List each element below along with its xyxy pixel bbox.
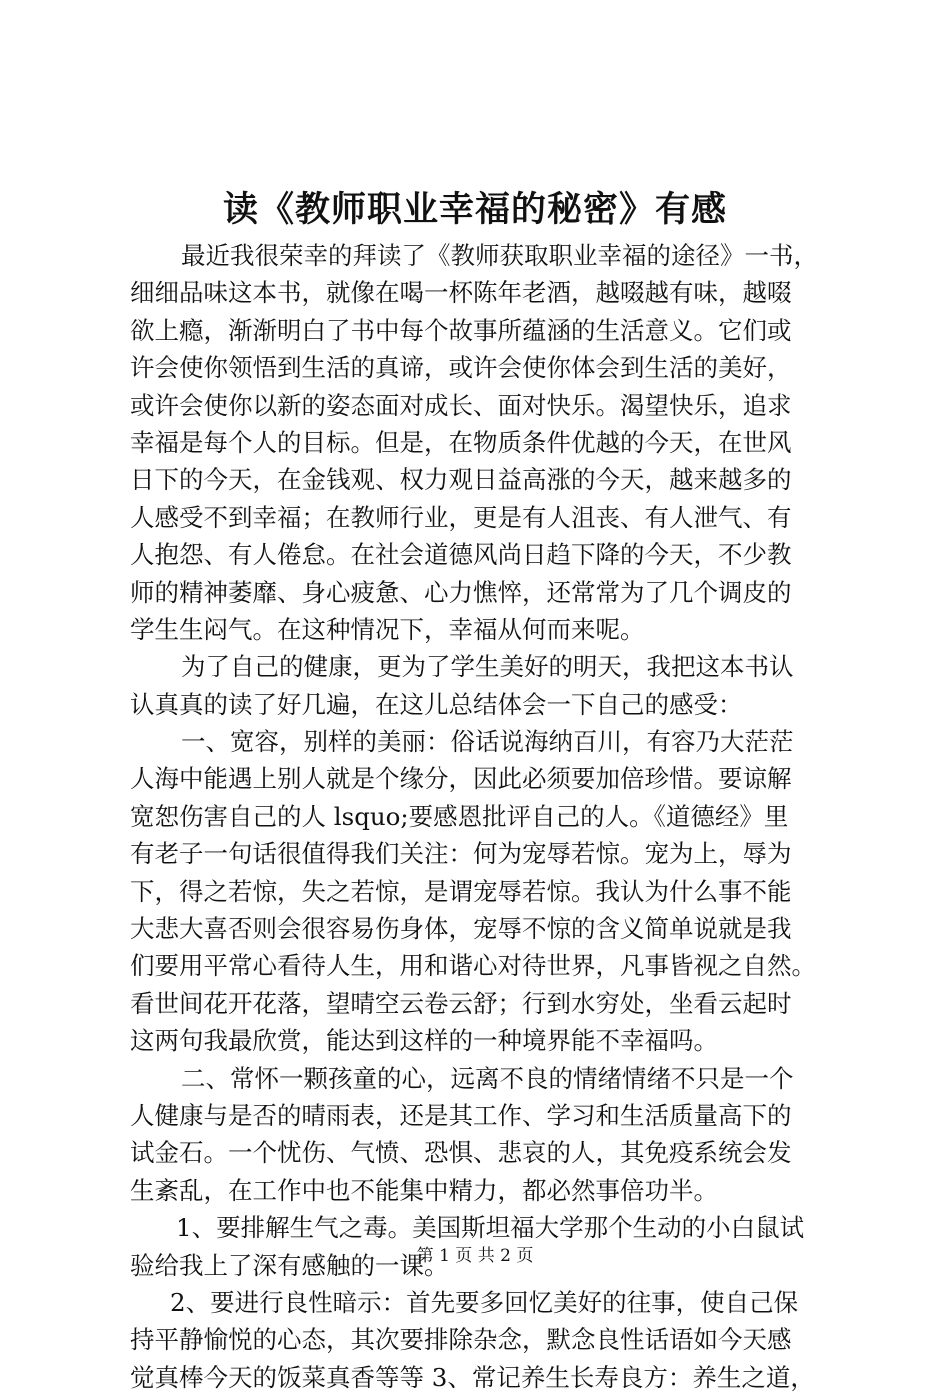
body-line: 一、宽容，别样的美丽：俗话说海纳百川，有容乃大茫茫 xyxy=(181,727,794,757)
page-footer: 第 1 页 共 2 页 xyxy=(416,1246,534,1266)
body-line: 许会使你领悟到生活的真谛，或许会使你体会到生活的美好， xyxy=(130,353,792,383)
body-line: 细细品味这本书，就像在喝一杯陈年老酒，越啜越有味，越啜 xyxy=(130,278,792,308)
document-title: 读《教师职业幸福的秘密》有感 xyxy=(222,189,727,230)
body-line: 1、要排解生气之毒。美国斯坦福大学那个生动的小白鼠试 xyxy=(176,1213,805,1243)
document-body xyxy=(130,237,842,1396)
body-line: 为了自己的健康，更为了学生美好的明天，我把这本书认 xyxy=(181,652,794,682)
body-line: 2、要进行良性暗示：首先要多回忆美好的往事，使自己保 xyxy=(170,1287,799,1317)
body-line: 这两句我最欣赏，能达到这样的一种境界能不幸福吗。 xyxy=(130,1026,718,1056)
body-line: 看世间花开花落，望晴空云卷云舒；行到水穷处，坐看云起时 xyxy=(130,988,792,1018)
body-line: 人健康与是否的晴雨表，还是其工作、学习和生活质量高下的 xyxy=(130,1100,792,1130)
body-line: 日下的今天，在金钱观、权力观日益高涨的今天，越来越多的 xyxy=(130,465,792,495)
body-line: 师的精神萎靡、身心疲惫、心力憔悴，还常常为了几个调皮的 xyxy=(130,577,792,607)
body-line: 或许会使你以新的姿态面对成长、面对快乐。渴望快乐，追求 xyxy=(130,390,792,420)
body-line: 二、常怀一颗孩童的心，远离不良的情绪情绪不只是一个 xyxy=(181,1063,794,1093)
body-line: 最近我很荣幸的拜读了《教师获取职业幸福的途径》一书， xyxy=(181,241,818,270)
body-line: 宽恕伤害自己的人 lsquo;要感恩批评自己的人。《道德经》里 xyxy=(130,801,789,831)
body-line: 持平静愉悦的心态，其次要排除杂念，默念良性话语如今天感 xyxy=(130,1325,792,1355)
body-line: 人海中能遇上别人就是个缘分，因此必须要加倍珍惜。要谅解 xyxy=(130,764,792,794)
body-line: 欲上瘾，渐渐明白了书中每个故事所蕴涵的生活意义。它们或 xyxy=(130,315,792,345)
body-line: 试金石。一个忧伤、气愤、恐惧、悲哀的人，其免疫系统会发 xyxy=(130,1138,792,1168)
body-line: 幸福是每个人的目标。但是，在物质条件优越的今天，在世风 xyxy=(130,427,792,457)
body-line: 人抱怨、有人倦怠。在社会道德风尚日趋下降的今天，不少教 xyxy=(130,540,792,570)
body-line: 下，得之若惊，失之若惊，是谓宠辱若惊。我认为什么事不能 xyxy=(130,876,792,906)
body-line: 大悲大喜否则会很容易伤身体，宠辱不惊的含义简单说就是我 xyxy=(130,914,792,944)
body-line: 生紊乱，在工作中也不能集中精力，都必然事倍功半。 xyxy=(130,1175,718,1205)
body-line: 学生生闷气。在这种情况下，幸福从何而来呢。 xyxy=(130,614,645,644)
body-line: 有老子一句话很值得我们关注：何为宠辱若惊。宠为上，辱为 xyxy=(130,839,792,869)
body-line: 验给我上了深有感触的一课。 xyxy=(130,1250,449,1280)
body-line: 认真真的读了好几遍，在这儿总结体会一下自己的感受： xyxy=(130,689,743,719)
body-line: 们要用平常心看待人生，用和谐心对待世界，凡事皆视之自然。 xyxy=(130,951,816,981)
body-line: 人感受不到幸福；在教师行业，更是有人沮丧、有人泄气、有 xyxy=(130,502,792,532)
body-line: 觉真棒今天的饭菜真香等等 3、常记养生长寿良方：养生之道， xyxy=(130,1362,815,1392)
